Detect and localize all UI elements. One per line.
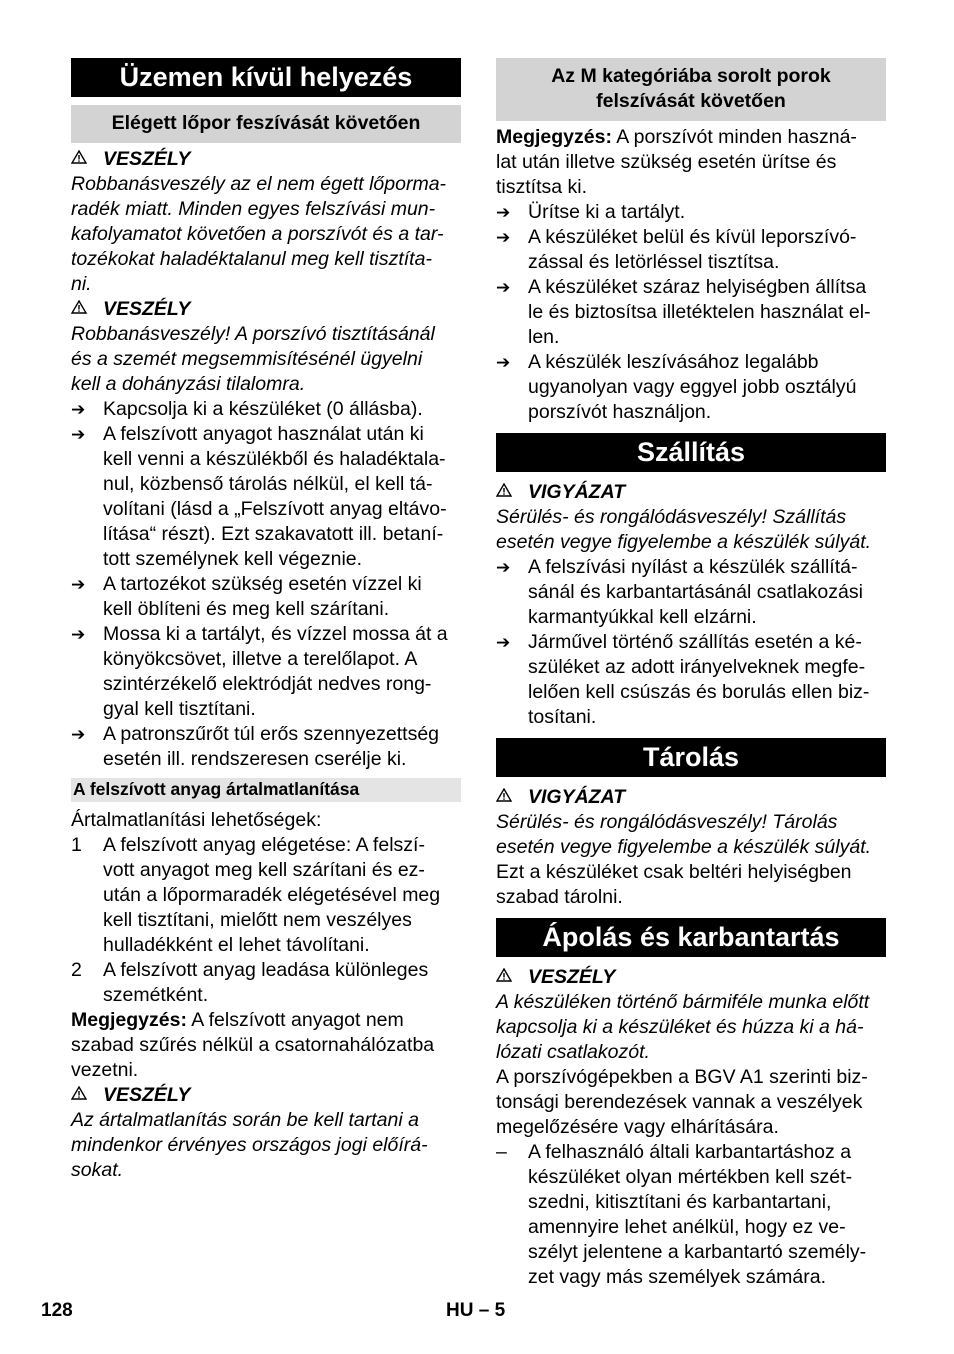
arrow-right-icon: ➔ — [71, 425, 86, 444]
arrow-right-icon: ➔ — [496, 203, 511, 222]
warning-triangle-icon — [496, 964, 514, 989]
text-line: tisztítsa ki. — [496, 176, 588, 198]
text-line: A készüléken történő bármiféle munka előtt — [496, 991, 870, 1013]
text-line: hulladékként el lehet távolítani. — [103, 934, 370, 956]
text-line: tott személynek kell végeznie. — [103, 548, 363, 570]
text-line: Sérülés- és rongálódásveszély! Szállítás — [496, 506, 847, 528]
step-item — [71, 422, 461, 572]
warning-triangle-icon — [71, 296, 89, 321]
warning-triangle-icon — [496, 784, 514, 809]
item-number: 2 — [71, 959, 82, 981]
text-line: Robbanásveszély! A porszívó tisztításánál — [71, 323, 435, 345]
caution-label: VIGYÁZAT — [528, 786, 626, 808]
warning-triangle-icon — [71, 146, 89, 171]
text-line: tozékokat haladéktalanul meg kell tisztíta- — [71, 248, 432, 270]
text-line: sánál és karbantartásánál csatlakozási — [528, 581, 863, 603]
text-line: ni. — [71, 273, 92, 295]
danger-text — [71, 1108, 461, 1183]
text-line: után a lőpormaradék elégetésével meg — [103, 884, 441, 906]
text-line: zással és letörléssel tisztítsa. — [528, 251, 780, 273]
text-line: esetén ill. rendszeresen cserélje ki. — [103, 748, 407, 770]
danger-text — [496, 990, 886, 1065]
note-text: A felszívott anyagot nem — [186, 1009, 404, 1031]
text-line: volítani (lásd a „Felszívott anyag eltávo- — [103, 498, 447, 520]
warning-triangle-icon — [71, 1082, 89, 1107]
text-line: ugyanolyan vagy eggyel jobb osztályú — [528, 376, 857, 398]
maintenance-text — [496, 1065, 886, 1140]
text-line: szabad tárolni. — [496, 886, 623, 908]
text-line: kell tisztítani, mielőtt nem veszélyes — [103, 909, 412, 931]
text-line: szintérzékelő elektródját nedves rong- — [103, 673, 432, 695]
danger-label: VESZÉLY — [103, 1084, 191, 1106]
caution-heading — [496, 785, 886, 810]
arrow-right-icon: ➔ — [496, 353, 511, 372]
text-line: kell a dohányzási tilalomra. — [71, 373, 306, 395]
subheading-disposal: A felszívott anyag ártalmatlanítása — [71, 778, 461, 802]
text-line: gyal kell tisztítani. — [103, 698, 256, 720]
text-line: lítása“ részt). Ezt szakavatott ill. betaní- — [103, 523, 444, 545]
danger-heading — [71, 147, 461, 172]
text-line: Mossa ki a tartályt, és vízzel mossa át a — [103, 623, 448, 645]
arrow-right-icon: ➔ — [71, 725, 86, 744]
text-line: A felszívási nyílást a készülék szállítá- — [528, 556, 858, 578]
danger-heading — [71, 297, 461, 322]
arrow-right-icon: ➔ — [71, 625, 86, 644]
text-line: Kapcsolja ki a készüléket (0 állásba). — [103, 398, 423, 420]
text-line: A porszívógépekben a BGV A1 szerinti biz- — [496, 1066, 868, 1088]
text-line: Az ártalmatlanítás során be kell tartani a — [71, 1109, 419, 1131]
section-heading-storage: Tárolás — [496, 738, 886, 777]
text-line — [71, 1008, 461, 1033]
step-item — [496, 275, 886, 350]
arrow-right-icon: ➔ — [71, 575, 86, 594]
text-line: készüléket olyan mértékben kell szét- — [528, 1166, 853, 1188]
caution-label: VIGYÁZAT — [528, 481, 626, 503]
text-line: porszívót használjon. — [528, 401, 712, 423]
note-block — [496, 125, 886, 200]
text-line: A készülék leszívásához legalább — [528, 351, 819, 373]
caution-text — [496, 810, 886, 860]
text-line: A készüléket belül és kívül leporszívó- — [528, 226, 857, 248]
text-line: A patronszűrőt túl erős szennyezettség — [103, 723, 440, 745]
arrow-right-icon: ➔ — [71, 400, 86, 419]
storage-text — [496, 860, 886, 910]
numbered-item — [71, 958, 461, 1008]
step-item — [71, 397, 461, 422]
text-line: vezetni. — [71, 1059, 139, 1081]
heading-line: felszívását követően — [596, 90, 786, 112]
page-reference: HU – 5 — [446, 1300, 506, 1321]
danger-label: VESZÉLY — [528, 966, 616, 988]
text-line: A felszívott anyag leadása különleges — [103, 959, 429, 981]
text-line: A felszívott anyagot használat után ki — [103, 423, 424, 445]
text-line: Sérülés- és rongálódásveszély! Tárolás — [496, 811, 838, 833]
danger-heading — [496, 965, 886, 990]
arrow-right-icon: ➔ — [496, 278, 511, 297]
danger-heading — [71, 1083, 461, 1108]
text-line: és a szemét megsemmisítésénél ügyelni — [71, 348, 423, 370]
text-line: kapcsolja ki a készüléket és húzza ki a há- — [496, 1016, 864, 1038]
arrow-right-icon: ➔ — [496, 558, 511, 577]
options-intro: Ártalmatlanítási lehetőségek: — [71, 809, 322, 831]
step-item — [496, 630, 886, 730]
step-item — [71, 572, 461, 622]
text-line: nul, közbenső tárolás nélkül, el kell tá- — [103, 473, 433, 495]
text-line: Robbanásveszély az el nem égett lőporma- — [71, 173, 447, 195]
note-label: Megjegyzés: — [496, 126, 612, 148]
text-line: amennyire lehet anélkül, hogy ez ve- — [528, 1216, 846, 1238]
numbered-item — [71, 833, 461, 958]
text-line: szedni, kitisztítani és karbantartani, — [528, 1191, 832, 1213]
text-line: tosítani. — [528, 706, 597, 728]
step-item — [496, 225, 886, 275]
danger-label: VESZÉLY — [103, 298, 191, 320]
danger-text — [71, 172, 461, 297]
note-block — [71, 1008, 461, 1083]
text-line: kell öblíteni és meg kell szárítani. — [103, 598, 390, 620]
note-text: A porszívót minden haszná- — [611, 126, 857, 148]
text-line: Járművel történő szállítás esetén a ké- — [528, 631, 862, 653]
step-item — [496, 200, 886, 225]
text-line: szabad szűrés nélkül a csatornahálózatba — [71, 1034, 435, 1056]
heading-line: Az M kategóriába sorolt porok — [551, 65, 831, 87]
caution-text — [496, 505, 886, 555]
text-line: radék miatt. Minden egyes felszívási mun- — [71, 198, 436, 220]
item-number: 1 — [71, 834, 82, 856]
text-line: A felhasználó általi karbantartáshoz a — [528, 1141, 852, 1163]
note-label: Megjegyzés: — [71, 1009, 187, 1031]
subheading-m-category — [496, 58, 886, 121]
step-item — [496, 350, 886, 425]
page-number: 128 — [41, 1300, 73, 1321]
dash-marker: – — [496, 1141, 507, 1163]
text-line: kafolyamatot követően a porszívót és a tar- — [71, 223, 444, 245]
text-line: A tartozékot szükség esetén vízzel ki — [103, 573, 422, 595]
caution-heading — [496, 480, 886, 505]
text-line: kell venni a készülékből és haladéktala- — [103, 448, 446, 470]
text-line — [496, 125, 886, 150]
text-line: len. — [528, 326, 560, 348]
step-item — [71, 722, 461, 772]
text-line: Ezt a készüléket csak beltéri helyiségben — [496, 861, 852, 883]
section-heading-decommissioning: Üzemen kívül helyezés — [71, 58, 461, 97]
text-line: zet vagy más személyek számára. — [528, 1266, 827, 1288]
text-line: esetén vegye figyelembe a készülék súlyát. — [496, 836, 872, 858]
text-line: megelőzésére vagy elhárítására. — [496, 1116, 779, 1138]
section-heading-maintenance: Ápolás és karbantartás — [496, 918, 886, 957]
left-column — [71, 58, 461, 1183]
text-line: le és biztosítsa illetéktelen használat el- — [528, 301, 871, 323]
step-item — [71, 622, 461, 722]
text-line: tonsági berendezések vannak a veszélyek — [496, 1091, 863, 1113]
danger-label: VESZÉLY — [103, 148, 191, 170]
text-line: vott anyagot meg kell szárítani és ez- — [103, 859, 425, 881]
right-column — [496, 58, 886, 1290]
section-heading-transport: Szállítás — [496, 433, 886, 472]
danger-text — [71, 322, 461, 397]
text-line: szüléket az adott irányelveknek megfe- — [528, 656, 866, 678]
text-line: szélyt jelentene a karbantartó személy- — [528, 1241, 867, 1263]
text-line: könyökcsövet, illetve a terelőlapot. A — [103, 648, 418, 670]
text-line: lat után illetve szükség esetén ürítse és — [496, 151, 837, 173]
text-line: mindenkor érvényes országos jogi előírá- — [71, 1134, 428, 1156]
text-line: sokat. — [71, 1159, 124, 1181]
text-line: lelően kell csúszás és borulás ellen biz- — [528, 681, 870, 703]
warning-triangle-icon — [496, 479, 514, 504]
subheading-gunpowder: Elégett lőpor feszívását követően — [71, 105, 461, 143]
text-line: A felszívott anyag elégetése: A felszí- — [103, 834, 425, 856]
text-line: lózati csatlakozót. — [496, 1041, 650, 1063]
arrow-right-icon: ➔ — [496, 228, 511, 247]
text-line: Ürítse ki a tartályt. — [528, 201, 686, 223]
text-line: esetén vegye figyelembe a készülék súlyát. — [496, 531, 872, 553]
arrow-right-icon: ➔ — [496, 633, 511, 652]
dash-item — [496, 1140, 886, 1290]
text-line: A készüléket száraz helyiségben állítsa — [528, 276, 867, 298]
step-item — [496, 555, 886, 630]
text-line: karmantyúkkal kell elzárni. — [528, 606, 757, 628]
text-line: szemétként. — [103, 984, 209, 1006]
